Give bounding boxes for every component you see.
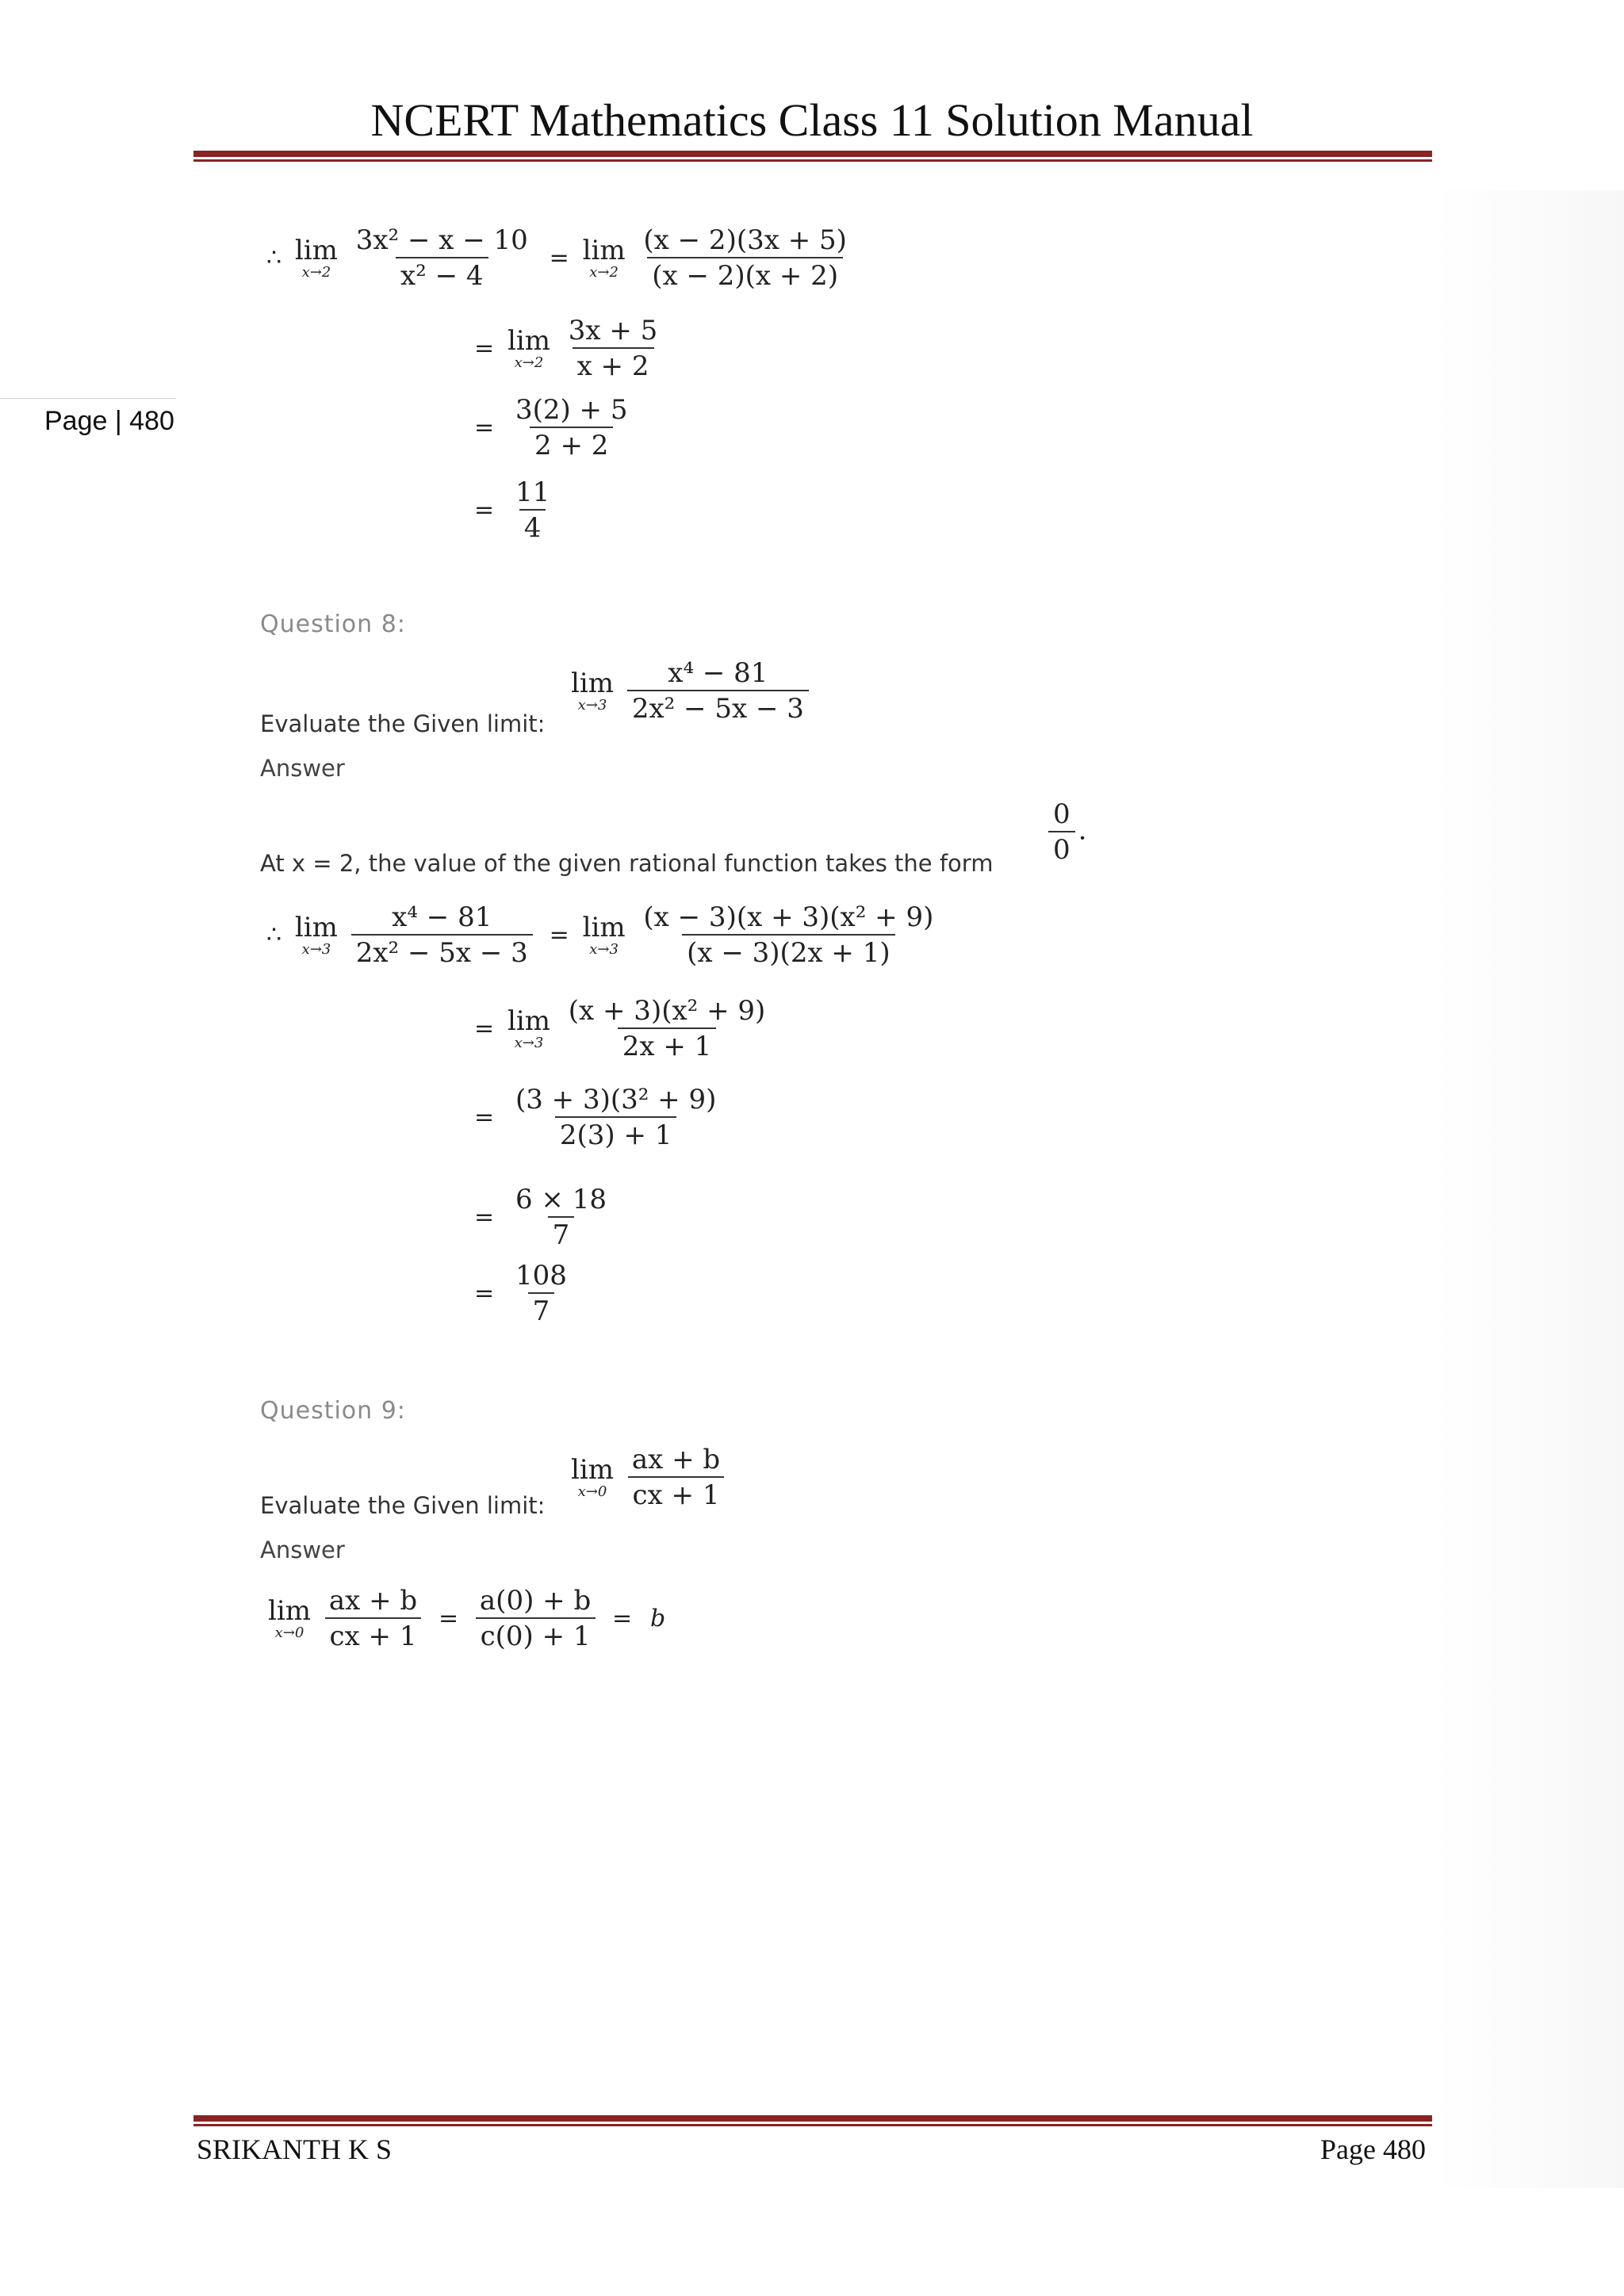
equals-sign: = xyxy=(474,413,495,442)
q8-step-3 xyxy=(469,1086,724,1149)
equals-sign: = xyxy=(474,334,495,362)
fraction: $\frac{\text{x⁴ − 81}}{\text{2x² − 5x − 3}}$ xyxy=(351,904,533,966)
fraction: $\frac{\text{(x + 3)(x² + 9)}}{2x + 1}$ xyxy=(568,995,766,1062)
fraction: $\frac{3x + 5}{x + 2}$ xyxy=(568,315,658,382)
q8-form-text: At x = 2, the value of the given rational function takes the form xyxy=(260,850,994,877)
fraction: $\frac{a(0) + b}{c(0) + 1}$ xyxy=(475,1587,596,1650)
result-value: b xyxy=(649,1604,666,1632)
question-9-title: Question 9: xyxy=(260,1397,406,1425)
q9-step-1 xyxy=(268,1587,670,1650)
limit-operator: lim x→2 xyxy=(294,234,338,281)
limit-operator: lim x→3 xyxy=(507,1004,550,1051)
equals-sign: = xyxy=(474,496,495,524)
fraction: $\frac{6 \times 18}{7}$ xyxy=(515,1184,607,1251)
q8-step-5 xyxy=(469,1262,575,1325)
limit-operator: lim x→3 xyxy=(294,911,338,958)
limit-operator: lim x→3 xyxy=(582,911,626,958)
question-8-title: Question 8: xyxy=(260,610,406,638)
q9-prompt-expression xyxy=(571,1446,728,1509)
header-rule xyxy=(193,151,1432,162)
fraction: $\frac{\text{(x − 3)(x + 3)(x² + 9)}}{(x - 3)(2x + 1)}$ xyxy=(643,901,934,969)
limit-operator: lim x→0 xyxy=(268,1594,311,1641)
equals-sign: = xyxy=(474,1279,495,1307)
limit-operator: lim x→3 xyxy=(571,667,614,714)
fraction: $\frac{(x - 2)(3x + 5)}{(x - 2)(x + 2)}$ xyxy=(643,224,847,292)
footer-rule xyxy=(193,2115,1432,2126)
therefore-symbol: ∴ xyxy=(266,243,282,272)
fraction: $\frac{11}{4}$ xyxy=(515,476,550,544)
limit-operator: lim x→2 xyxy=(582,234,626,281)
q7-step-2 xyxy=(469,317,665,380)
equals-sign: = xyxy=(474,1203,495,1231)
page-edge-shade xyxy=(1434,190,1624,2188)
q8-answer-label: Answer xyxy=(260,755,345,782)
fraction: $\frac{3(2) + 5}{2 + 2}$ xyxy=(515,394,628,461)
sidebar-divider xyxy=(0,398,176,399)
q8-step-2 xyxy=(469,997,773,1060)
q7-step-1 xyxy=(262,224,855,292)
equals-sign: = xyxy=(549,920,569,949)
q8-prompt-expression xyxy=(571,657,812,725)
equals-sign: = xyxy=(612,1604,633,1632)
q9-prompt: Evaluate the Given limit: xyxy=(260,1492,546,1519)
sidebar-page-label: Page | 480 xyxy=(44,406,174,436)
footer-page-number: Page 480 xyxy=(1320,2133,1426,2165)
q8-prompt: Evaluate the Given limit: xyxy=(260,710,546,737)
q8-form-fraction: $\frac{0}{0}$ . xyxy=(1045,801,1086,863)
q9-answer-label: Answer xyxy=(260,1536,345,1563)
q8-step-1 xyxy=(262,901,941,969)
fraction: $\frac{ax + b}{cx + 1}$ xyxy=(324,1587,422,1650)
equals-sign: = xyxy=(549,243,569,272)
equals-sign: = xyxy=(474,1103,495,1131)
limit-operator: lim x→2 xyxy=(507,324,550,371)
footer-author: SRIKANTH K S xyxy=(197,2133,393,2165)
equals-sign: = xyxy=(438,1604,459,1632)
q7-step-4 xyxy=(469,476,557,544)
fraction: $\frac{0}{0}$ xyxy=(1048,801,1075,863)
fraction: $\frac{\text{(3 + 3)(3² + 9)}}{2(3) + 1}$ xyxy=(515,1084,717,1151)
fraction: $\frac{108}{7}$ xyxy=(515,1260,567,1327)
q8-step-4 xyxy=(469,1186,615,1249)
q7-step-3 xyxy=(469,396,635,459)
limit-operator: lim x→0 xyxy=(571,1453,614,1500)
therefore-symbol: ∴ xyxy=(266,920,282,949)
page-header-title: NCERT Mathematics Class 11 Solution Manual xyxy=(370,94,1254,146)
fraction: $\frac{\text{x⁴ − 81}}{\text{2x² − 5x − 3}}$ xyxy=(627,660,809,722)
equals-sign: = xyxy=(474,1014,495,1043)
fraction: $\frac{ax + b}{cx + 1}$ xyxy=(627,1446,725,1509)
fraction: $\frac{\text{3x² − x − 10}}{\text{x² − 4}}$ xyxy=(355,224,528,292)
